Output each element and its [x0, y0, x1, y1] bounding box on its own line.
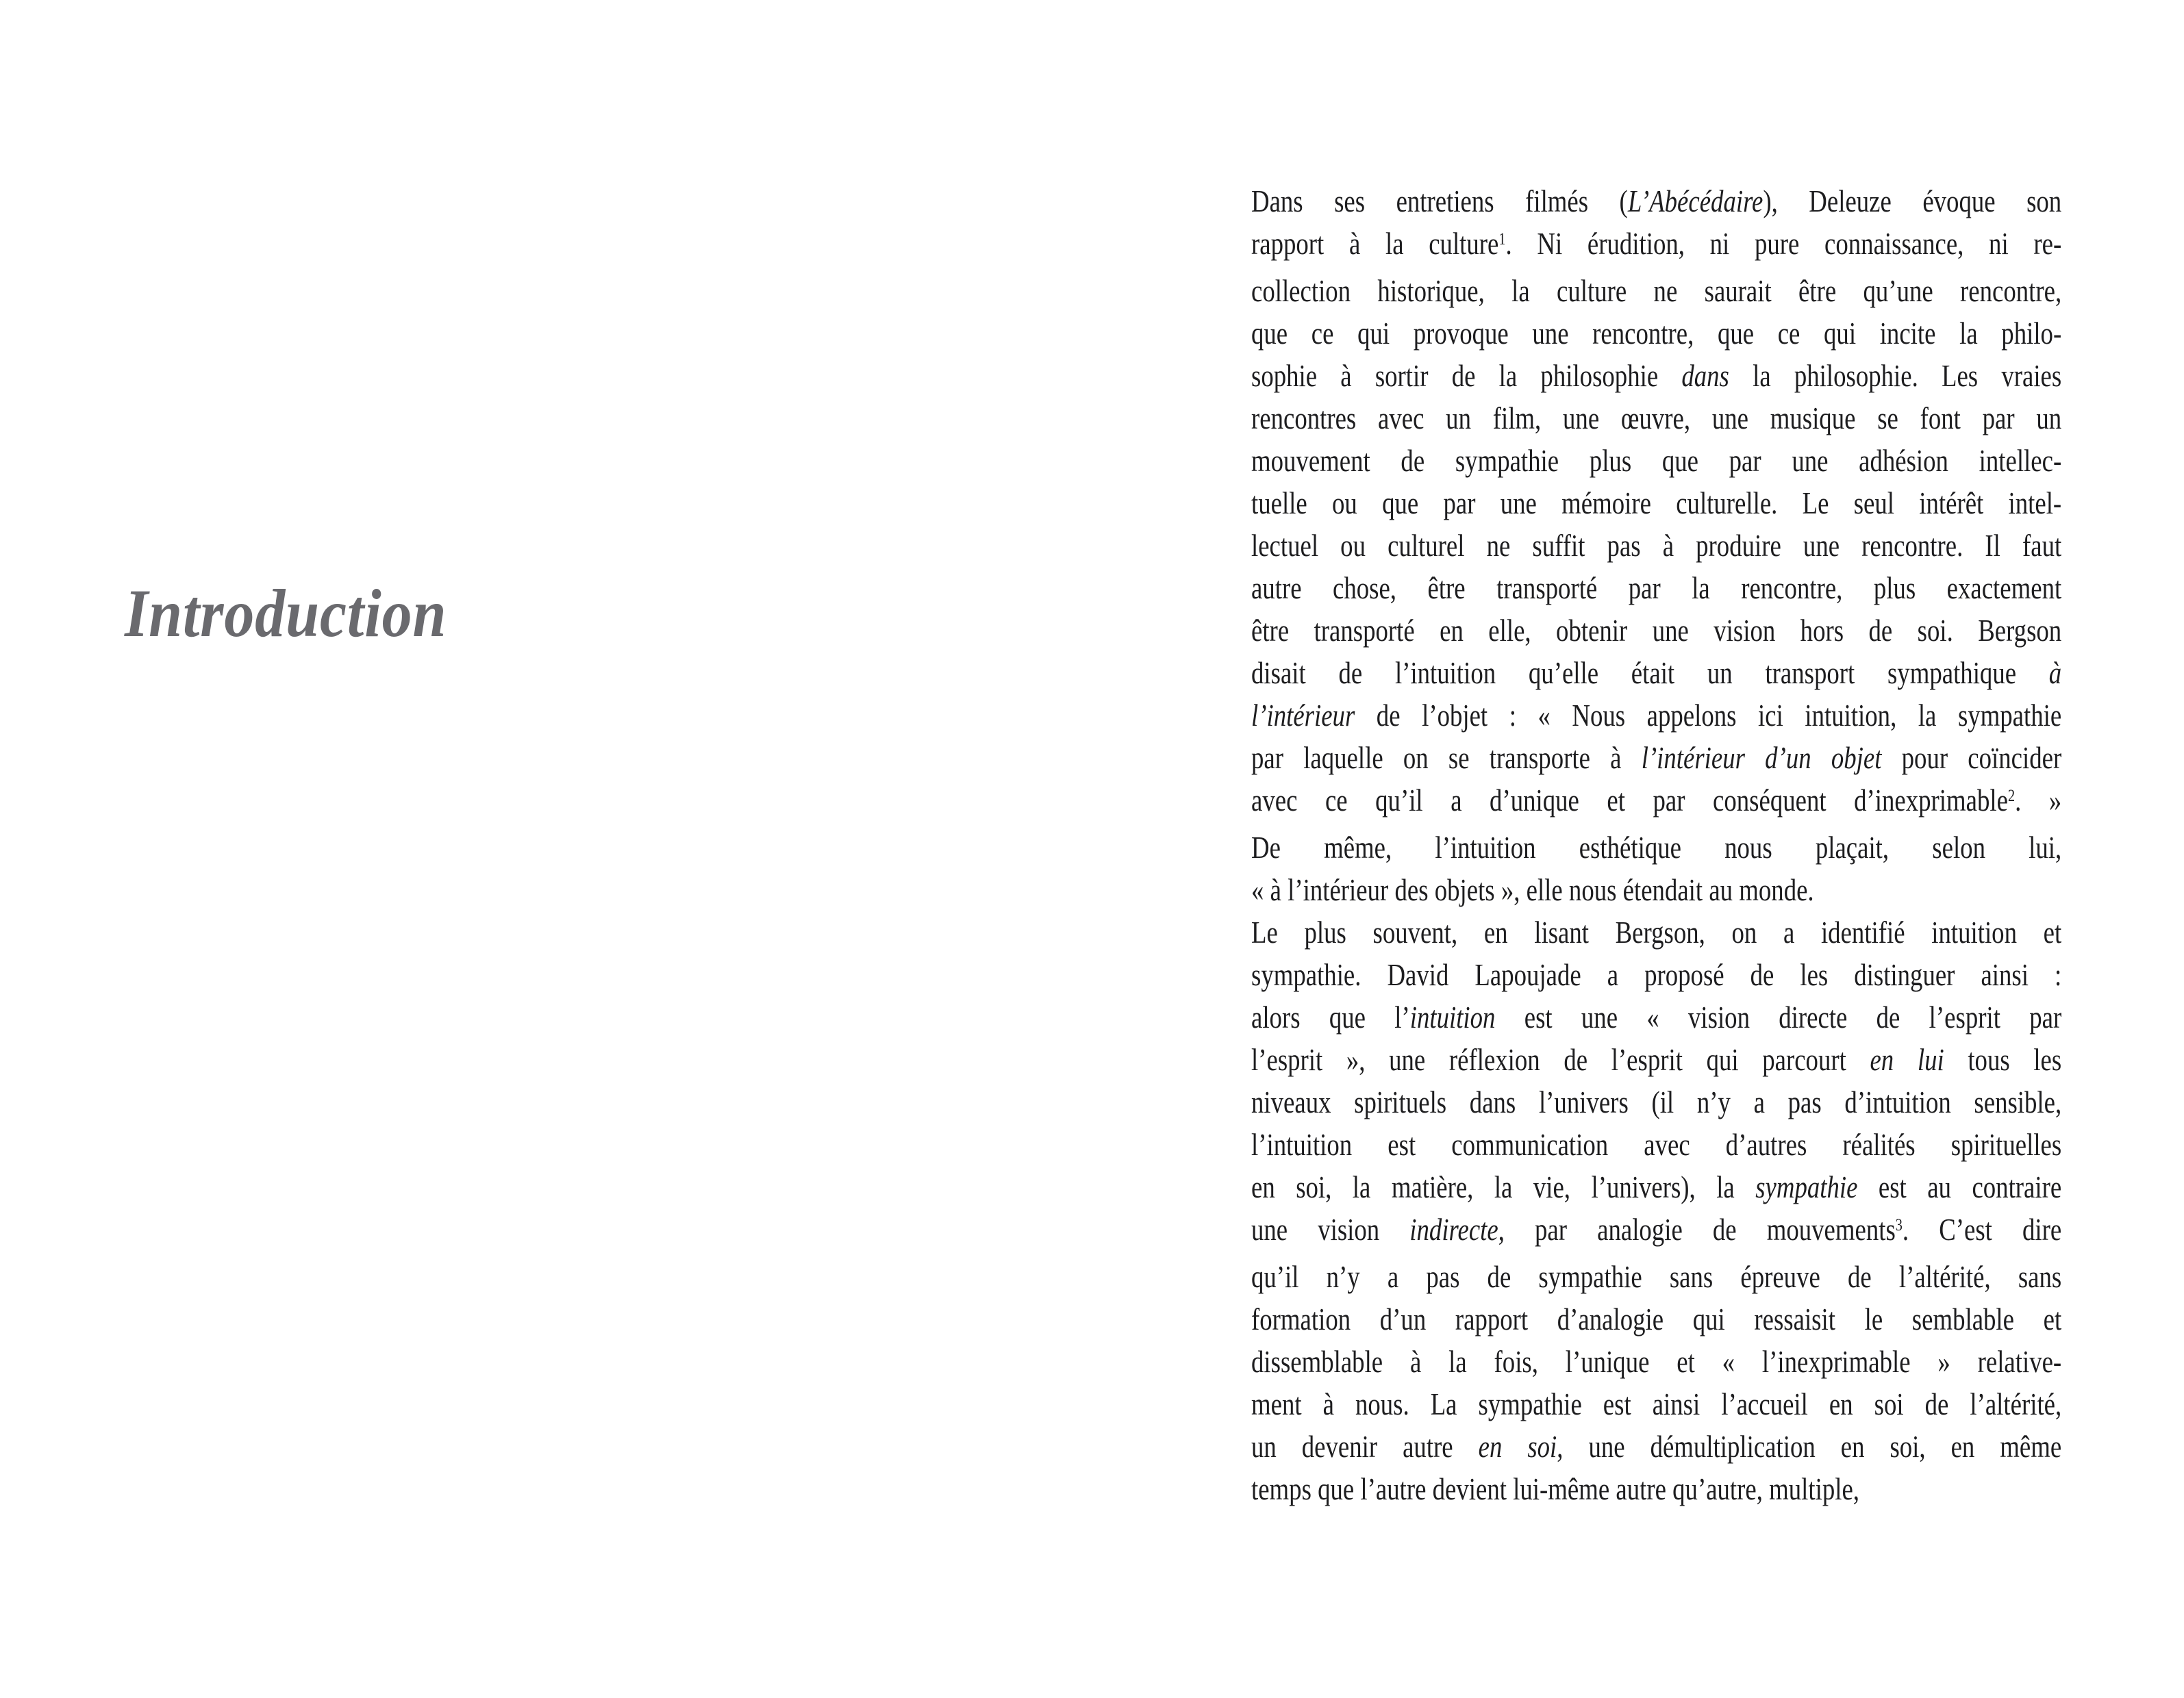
text-segment: tous les [1944, 1042, 2062, 1077]
text-line [1251, 180, 2061, 223]
text-line [1251, 1039, 2061, 1081]
text-line [1251, 270, 2061, 312]
text-segment: en soi [1478, 1429, 1557, 1464]
text-segment: dans [1681, 358, 1729, 393]
text-segment: L’Abécédaire [1627, 183, 1763, 218]
text-segment: une vision [1251, 1212, 1410, 1247]
text-line [1251, 869, 2061, 911]
text-segment: . C’est dire [1902, 1212, 2062, 1247]
text-line [1251, 1081, 2061, 1124]
text-segment: est une « vision directe de l’esprit par [1495, 1000, 2062, 1035]
text-segment: tuelle ou que par une mémoire culturelle. Le seul intérêt intel- [1251, 485, 2062, 520]
text-segment: un devenir autre [1251, 1429, 1479, 1464]
text-segment: disait de l’intuition qu’elle était un transport sympathique [1251, 655, 2049, 690]
text-line [1251, 355, 2061, 397]
footnote-marker: 1 [1498, 229, 1506, 249]
text-line [1251, 524, 2061, 567]
text-segment: ), Deleuze évoque son [1763, 183, 2062, 218]
text-segment: pour coïncider [1881, 740, 2062, 775]
text-segment: sympathie. David Lapoujade a proposé de les distinguer ainsi : [1251, 957, 2062, 992]
text-segment: , une démultiplication en soi, en même [1557, 1429, 2062, 1464]
text-line [1251, 996, 2061, 1039]
text-segment: avec ce qu’il a d’unique et par conséquent d’inexprimable [1251, 783, 2008, 818]
text-segment: intuition [1409, 1000, 1496, 1035]
text-line [1251, 482, 2061, 524]
text-line [1251, 1208, 2061, 1256]
text-segment: De même, l’intuition esthétique nous plaçait, selon lui, [1251, 830, 2062, 865]
text-segment: alors que l’ [1251, 1000, 1410, 1035]
text-line [1251, 652, 2061, 694]
text-line [1251, 1425, 2061, 1468]
text-segment: temps que l’autre devient lui-même autre qu’autre, multiple, [1251, 1471, 1859, 1506]
text-segment: rencontres avec un film, une œuvre, une musique se font par un [1251, 401, 2062, 435]
footnote-marker: 2 [2007, 786, 2016, 806]
text-segment: l’intérieur [1251, 698, 1355, 733]
body-text [1251, 180, 2061, 1510]
text-segment: Dans ses entretiens filmés ( [1251, 183, 1628, 218]
text-line [1251, 911, 2061, 954]
text-line [1251, 1341, 2061, 1383]
text-line [1251, 954, 2061, 996]
chapter-title: Introduction [125, 575, 447, 651]
text-line [1251, 737, 2061, 779]
text-segment: , par analogie de mouvements [1498, 1212, 1896, 1247]
text-segment: est au contraire [1857, 1169, 2062, 1204]
text-segment: l’intérieur d’un objet [1641, 740, 1882, 775]
text-segment: qu’il n’y a pas de sympathie sans épreuve de l’altérité, sans [1251, 1259, 2062, 1294]
text-line [1251, 440, 2061, 482]
text-line [1251, 609, 2061, 652]
text-line [1251, 1383, 2061, 1425]
text-segment: dissemblable à la fois, l’unique et « l’inexprimable » relative- [1251, 1344, 2062, 1379]
text-segment: niveaux spirituels dans l’univers (il n’y a pas d’intuition sensible, [1251, 1085, 2062, 1119]
text-segment: l’intuition est communication avec d’autres réalités spirituelles [1251, 1127, 2062, 1162]
footnote-marker: 3 [1895, 1215, 1903, 1235]
text-segment: l’esprit », une réflexion de l’esprit qui parcourt [1251, 1042, 1870, 1077]
text-segment: autre chose, être transporté par la rencontre, plus exactement [1251, 570, 2062, 605]
text-segment: . Ni érudition, ni pure connaissance, ni re- [1505, 226, 2062, 261]
text-line [1251, 1298, 2061, 1341]
paragraph [1251, 180, 2061, 911]
text-segment: mouvement de sympathie plus que par une adhésion intellec- [1251, 443, 2062, 478]
text-line [1251, 1468, 2061, 1510]
text-segment: en soi, la matière, la vie, l’univers), la [1251, 1169, 1756, 1204]
text-segment: formation d’un rapport d’analogie qui ressaisit le semblable et [1251, 1302, 2062, 1336]
text-segment: « à l’intérieur des objets », elle nous étendait au monde. [1251, 872, 1814, 907]
text-segment: . » [2015, 783, 2062, 818]
text-segment: être transporté en elle, obtenir une vision hors de soi. Bergson [1251, 613, 2062, 648]
paragraph [1251, 911, 2061, 1510]
text-line [1251, 1124, 2061, 1166]
text-line [1251, 223, 2061, 270]
text-segment: indirecte [1409, 1212, 1498, 1247]
text-segment: sophie à sortir de la philosophie [1251, 358, 1682, 393]
text-segment: que ce qui provoque une rencontre, que ce qui incite la philo- [1251, 316, 2062, 351]
text-line [1251, 779, 2061, 826]
text-segment: la philosophie. Les vraies [1729, 358, 2062, 393]
text-segment: par laquelle on se transporte à [1251, 740, 1642, 775]
text-line [1251, 312, 2061, 355]
text-segment: sympathie [1755, 1169, 1858, 1204]
text-segment: lectuel ou culturel ne suffit pas à produire une rencontre. Il faut [1251, 528, 2062, 563]
text-segment: rapport à la culture [1251, 226, 1499, 261]
text-segment: ment à nous. La sympathie est ainsi l’accueil en soi de l’altérité, [1251, 1386, 2062, 1421]
text-line [1251, 1256, 2061, 1298]
text-segment: en lui [1870, 1042, 1944, 1077]
text-line [1251, 1166, 2061, 1208]
text-segment: de l’objet : « Nous appelons ici intuition, la sympathie [1355, 698, 2062, 733]
text-line [1251, 826, 2061, 869]
text-segment: Le plus souvent, en lisant Bergson, on a identifié intuition et [1251, 915, 2062, 950]
text-line [1251, 397, 2061, 440]
text-line [1251, 694, 2061, 737]
text-line [1251, 567, 2061, 609]
text-segment: à [2048, 655, 2062, 690]
text-segment: collection historique, la culture ne saurait être qu’une rencontre, [1251, 273, 2062, 308]
